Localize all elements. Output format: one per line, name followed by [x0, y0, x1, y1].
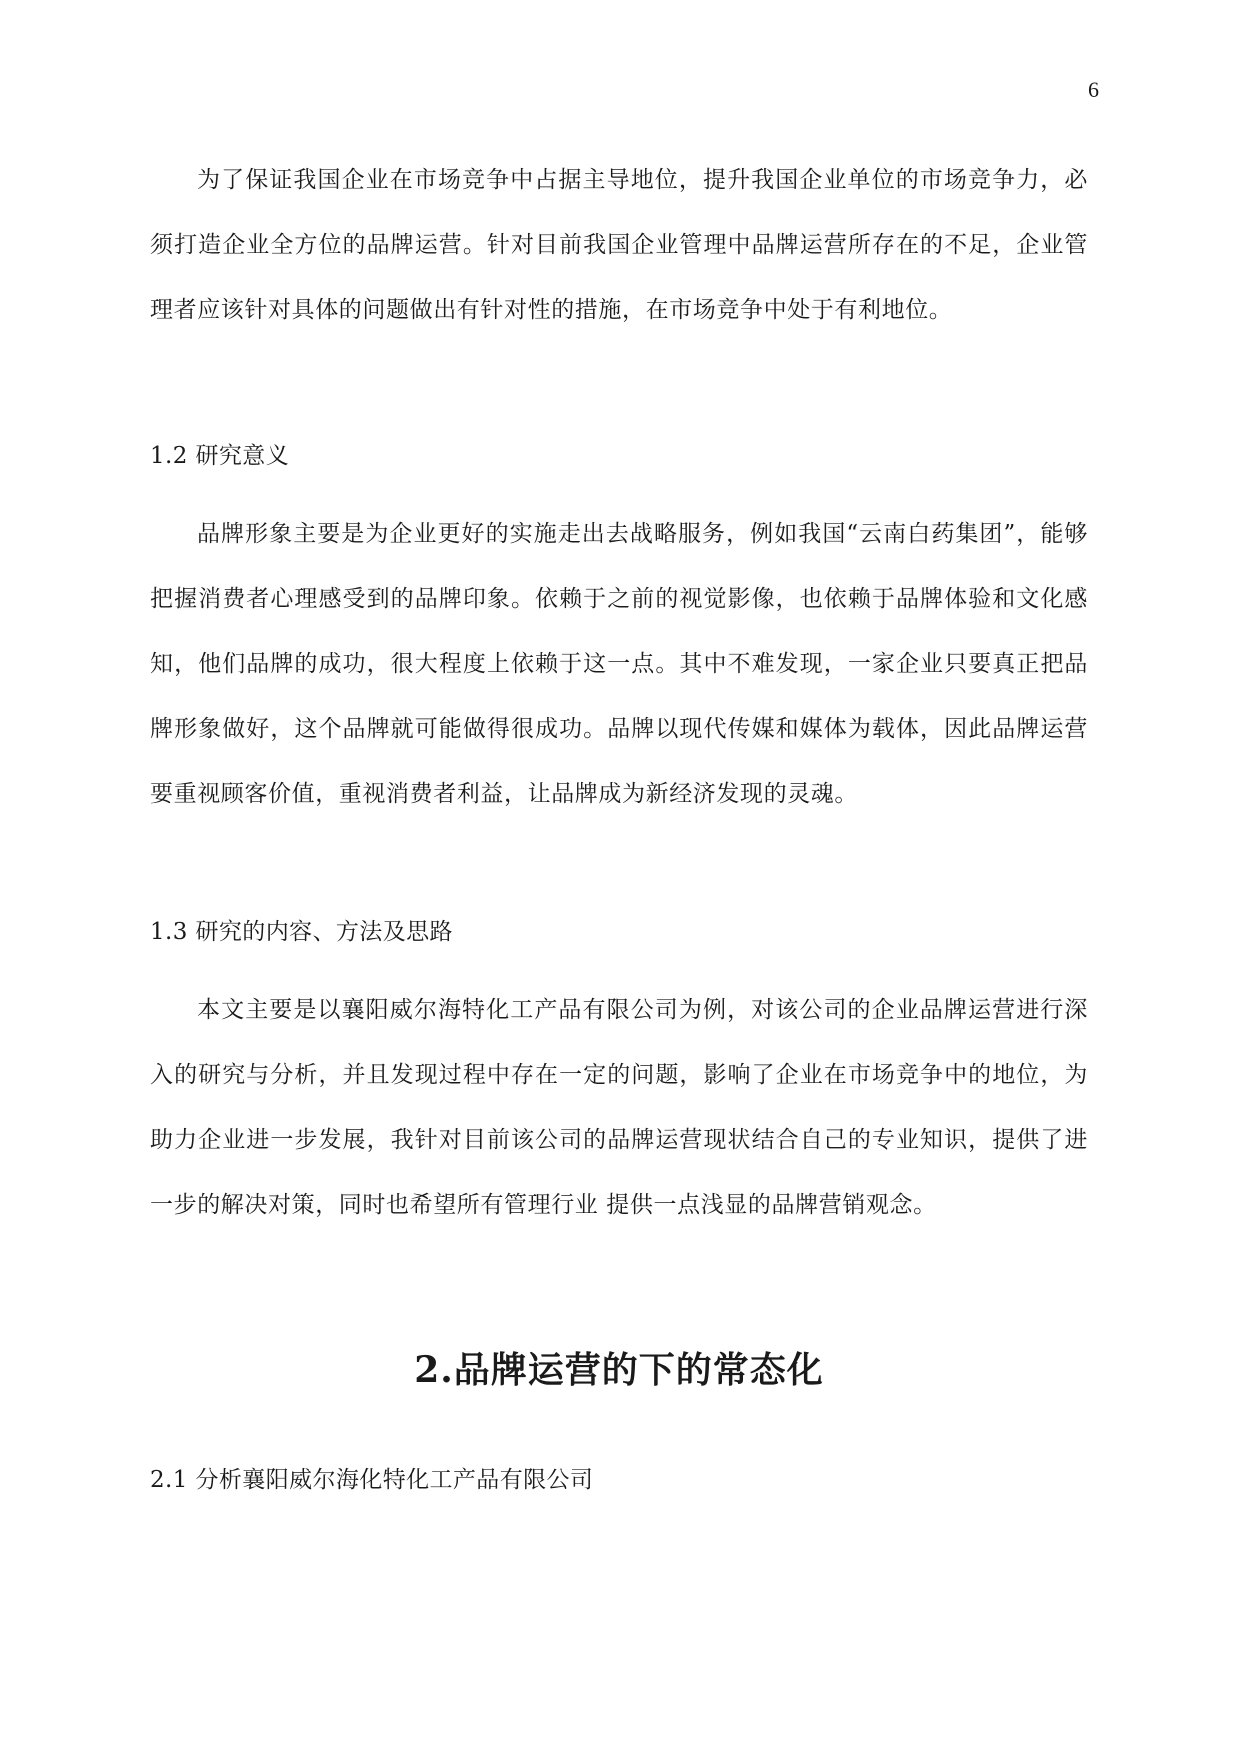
paragraph-intro: 为了保证我国企业在市场竞争中占据主导地位，提升我国企业单位的市场竞争力，必须打造企业全方位的品牌运营。针对目前我国企业管理中品牌运营所存在的不足，企业管理者应该针对具体的问题做出有针对性的措施，在市场竞争中处于有利地位。: [150, 167, 1088, 323]
paragraph-research-significance: 品牌形象主要是为企业更好的实施走出去战略服务，例如我国“云南白药集团”，能够把握消费者心理感受到的品牌印象。依赖于之前的视觉影像，也依赖于品牌体验和文化感知，他们品牌的成功，很大程度上依赖于这一点。其中不难发现，一家企业只要真正把品牌形象做好，这个品牌就可能做得很成功。品牌以现代传媒和媒体为载体，因此品牌运营要重视顾客价值，重视消费者利益，让品牌成为新经济发现的灵魂。: [150, 521, 1088, 807]
section-heading-2-1: 2.1 分析襄阳威尔海化特化工产品有限公司: [150, 1467, 594, 1493]
page-number: 6: [1088, 77, 1099, 102]
section-heading-1-2: 1.2 研究意义: [150, 443, 290, 469]
section-heading-1-3: 1.3 研究的内容、方法及思路: [150, 919, 453, 945]
paragraph-research-content: 本文主要是以襄阳威尔海特化工产品有限公司为例，对该公司的企业品牌运营进行深入的研究与分析，并且发现过程中存在一定的问题，影响了企业在市场竞争中的地位，为助力企业进一步发展，我针对目前该公司的品牌运营现状结合自己的专业知识，提供了进一步的解决对策，同时也希望所有管理行业 提供一点浅显的品牌营销观念。: [150, 997, 1088, 1218]
chapter-title: 2.品牌运营的下的常态化: [414, 1349, 824, 1391]
